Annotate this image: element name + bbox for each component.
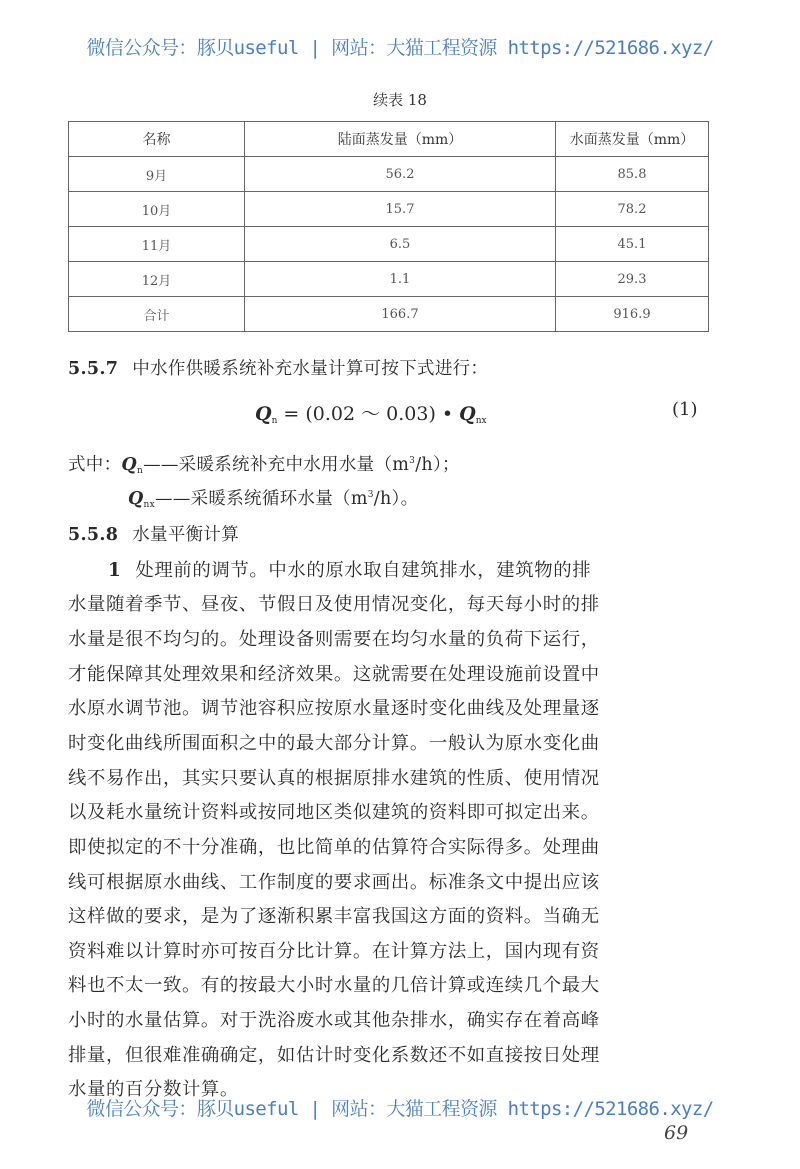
paragraph-line-first xyxy=(108,556,748,582)
definition-var: Q xyxy=(128,489,144,509)
header-name: 名称 xyxy=(69,122,245,157)
definition-unit-end: /h）； xyxy=(415,455,460,475)
cell-land: 166.7 xyxy=(245,297,556,332)
table-row xyxy=(69,227,709,262)
definition-qn xyxy=(68,451,460,476)
section-title: 水量平衡计算 xyxy=(132,525,240,545)
cell-land: 56.2 xyxy=(245,157,556,192)
section-title: 中水作供暖系统补充水量计算可按下式进行： xyxy=(132,359,489,379)
paragraph-line: 料也不太一致。有的按最大小时水量的几倍计算或连续几个最大 xyxy=(68,975,600,996)
definition-unit-sup: 3 xyxy=(367,490,374,501)
page-number: 69 xyxy=(664,1122,689,1144)
cell-water: 29.3 xyxy=(556,262,709,297)
table-row xyxy=(69,262,709,297)
paragraph-line: 水原水调节池。调节池容积应按原水量逐时变化曲线及处理量逐 xyxy=(68,698,600,719)
cell-water: 85.8 xyxy=(556,157,709,192)
cell-land: 1.1 xyxy=(245,262,556,297)
cell-water: 916.9 xyxy=(556,297,709,332)
definition-var: Q xyxy=(121,455,137,475)
section-number: 5.5.8 xyxy=(68,525,119,545)
table-header-row xyxy=(69,122,709,157)
definition-prefix: 式中： xyxy=(68,455,122,475)
formula xyxy=(255,399,487,426)
paragraph-line: 以及耗水量统计资料或按同地区类似建筑的资料即可拟定出来。 xyxy=(68,802,600,823)
definition-desc: ——采暖系统循环水量（m xyxy=(155,489,368,509)
cell-water: 78.2 xyxy=(556,192,709,227)
paragraph-line: 时变化曲线所围面积之中的最大部分计算。一般认为原水变化曲 xyxy=(68,733,600,754)
cell-month: 10月 xyxy=(69,192,245,227)
formula-lhs-sub: n xyxy=(271,416,278,426)
section-5-5-8-heading xyxy=(68,521,239,546)
formula-rhs-sub: nx xyxy=(475,416,487,426)
watermark-top: 微信公众号：豚贝useful | 网站：大猫工程资源 https://521686.xyz/ xyxy=(86,37,714,59)
formula-lhs: Q xyxy=(255,403,272,425)
paragraph-line: 才能保障其处理效果和经济效果。这就需要在处理设施前设置中 xyxy=(68,664,600,685)
definition-unit-sup: 3 xyxy=(409,456,416,467)
header-water-evaporation: 水面蒸发量（mm） xyxy=(556,122,709,157)
table-caption: 续表 18 xyxy=(373,91,427,109)
cell-month: 11月 xyxy=(69,227,245,262)
paragraph-line: 水量的百分数计算。 xyxy=(68,1079,239,1100)
table-row xyxy=(69,157,709,192)
definition-unit-end: /h）。 xyxy=(373,489,419,509)
section-5-5-7-heading xyxy=(68,355,488,380)
formula-rhs-var: Q xyxy=(459,403,476,425)
paragraph-line: 线可根据原水曲线、工作制度的要求画出。标准条文中提出应该 xyxy=(68,872,600,893)
cell-month: 12月 xyxy=(69,262,245,297)
header-land-evaporation: 陆面蒸发量（mm） xyxy=(245,122,556,157)
paragraph-line: 线不易作出，其实只要认真的根据原排水建筑的性质、使用情况 xyxy=(68,768,600,789)
item-number: 1 xyxy=(108,560,122,581)
definition-sub: nx xyxy=(143,500,156,510)
section-number: 5.5.7 xyxy=(68,359,119,379)
paragraph-line: 这样做的要求，是为了逐渐积累丰富我国这方面的资料。当确无 xyxy=(68,906,600,927)
definition-qnx xyxy=(128,485,418,510)
cell-month: 9月 xyxy=(69,157,245,192)
paragraph-text: 处理前的调节。中水的原水取自建筑排水，建筑物的排 xyxy=(135,560,592,581)
table-row xyxy=(69,192,709,227)
cell-month: 合计 xyxy=(69,297,245,332)
cell-water: 45.1 xyxy=(556,227,709,262)
paragraph-line: 资料难以计算时亦可按百分比计算。在计算方法上，国内现有资 xyxy=(68,941,600,962)
equation-number: (1) xyxy=(672,399,698,420)
definition-sub: n xyxy=(136,466,144,476)
cell-land: 6.5 xyxy=(245,227,556,262)
evaporation-table xyxy=(68,121,709,332)
paragraph-line: 水量随着季节、昼夜、节假日及使用情况变化，每天每小时的排 xyxy=(68,594,600,615)
table-row-total xyxy=(69,297,709,332)
watermark-bottom: 微信公众号：豚贝useful | 网站：大猫工程资源 https://521686.xyz/ xyxy=(86,1098,714,1120)
definition-desc: ——采暖系统补充中水用水量（m xyxy=(143,455,410,475)
paragraph-line: 小时的水量估算。对于洗浴废水或其他杂排水，确实存在着高峰 xyxy=(68,1010,600,1031)
formula-rhs: = (0.02 ～ 0.03) • xyxy=(277,403,460,425)
paragraph-line: 排量，但很难准确确定，如估计时变化系数还不如直接按日处理 xyxy=(68,1045,600,1066)
paragraph-line: 水量是很不均匀的。处理设备则需要在均匀水量的负荷下运行， xyxy=(68,629,600,650)
paragraph-line: 即使拟定的不十分准确，也比简单的估算符合实际得多。处理曲 xyxy=(68,837,600,858)
cell-land: 15.7 xyxy=(245,192,556,227)
